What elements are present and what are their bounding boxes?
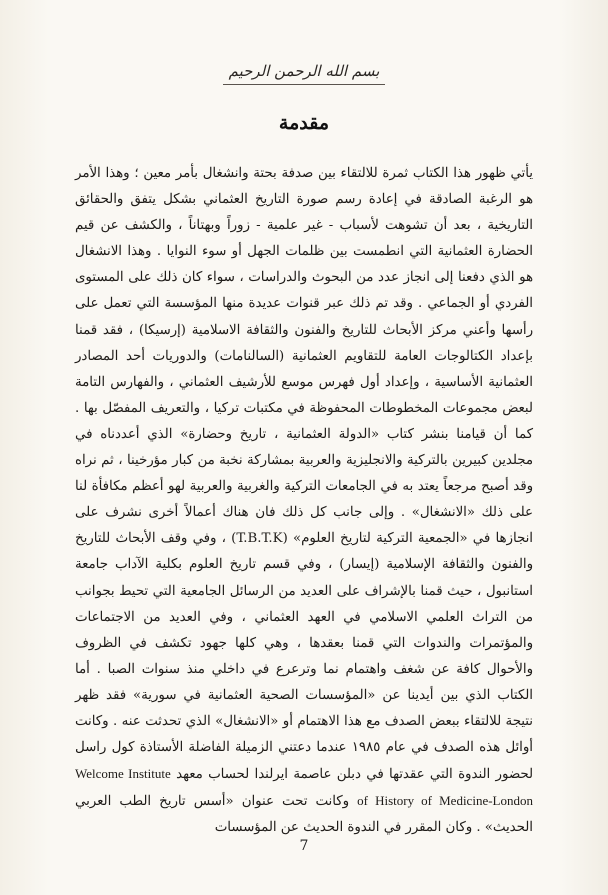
english-institute-name: Welcome Institute of History of Medicine-London xyxy=(75,766,533,809)
page-title: مقدمة xyxy=(278,112,330,134)
basmala-text: بسم الله الرحمن الرحيم xyxy=(223,62,386,85)
page-number: 7 xyxy=(299,838,309,854)
paragraph-tail: وكانت تحت عنوان «أسس تاريخ الطب العربي الحديث» . وكان المقرر في الندوة الحديث عن المؤسسات xyxy=(75,794,533,836)
basmala-calligraphy xyxy=(0,62,608,85)
body-paragraph xyxy=(75,161,533,841)
paragraph-main: يأتي ظهور هذا الكتاب ثمرة للالتقاء بين صدفة بحتة وانشغال بأمر معين ؛ وهذا الأمر هو الرغبة الصادقة في إعادة رسم صورة التاريخ العثماني بشكل يتفق والحقائق التاريخية ، بعد أن تشوهت لأسباب - غير علمية - زوراً وبهتاناً ، والكشف عن قيم الحضارة العثمانية التي انطمست بين ظلمات الجهل أو سوء النوايا . وهذا الانشغال هو الذي دفعنا إلى انجاز عدد من البحوث والدراسات ، سواء كان ذلك على المستوى الفردي أو الجماعي . وقد تم ذلك عبر قنوات عديدة منها المؤسسة التي تعمل على رأسها وأعني مركز الأبحاث للتاريخ والفنون والثقافة الاسلامية (إرسيكا) ، فقد قمنا بإعداد الكتالوجات العامة للتقاويم العثمانية (السالنامات) والدوريات أحد المصادر العثمانية الأساسية ، وإعداد أول فهرس موسع للأرشيف العثماني ، والفهارس التامة لبعض مجموعات المخطوطات المحفوظة في مكتبات تركيا ، والتعريف المفصّل بها . كما أن قيامنا بنشر كتاب «الدولة العثمانية ، تاريخ وحضارة» الذي أعددناه في مجلدين كبيرين بالتركية والانجليزية والعربية بمشاركة نخبة من كبار مؤرخينا ، ثم نراه وقد أصبح مرجعاً يعتد به في الجامعات التركية والغربية والعربية لهو أعظم مكافأة لنا على ذلك «الانشغال» . وإلى جانب كل ذلك فان هناك أعمالاً أخرى نشرف على انجازها في «الجمعية التركية لتاريخ العلوم» (T.B.T.K) ، وفي وقف الأبحاث للتاريخ والفنون والثقافة الإسلامية (إيسار) ، وفي قسم تاريخ العلوم بكلية الآداب جامعة استانبول ، حيث قمنا بالإشراف على العديد من الرسائل الجامعية التي تحيط بجوانب من التراث العلمي الاسلامي في العهد العثماني ، وفي العديد من الاجتماعات والمؤتمرات والندوات التي قمنا بعقدها ، وهي كلها جهود تكشف في الظروف والأحوال كافة عن شغف واهتمام نما وترعرع في داخلي منذ سنوات الصبا . أما الكتاب الذي بين أيدينا عن «المؤسسات الصحية العثمانية في سورية» فقد ظهر نتيجة للالتقاء ببعض الصدف مع هذا الاهتمام أو «الانشغال» الذي تحدثت عنه . وكانت أوائل هذه الصدف في عام ١٩٨٥ عندما دعتني الزميلة الفاضلة الأستاذة كول راسل لحضور الندوة التي عقدتها في دبلن عاصمة ايرلندا لحساب معهد xyxy=(75,166,534,783)
